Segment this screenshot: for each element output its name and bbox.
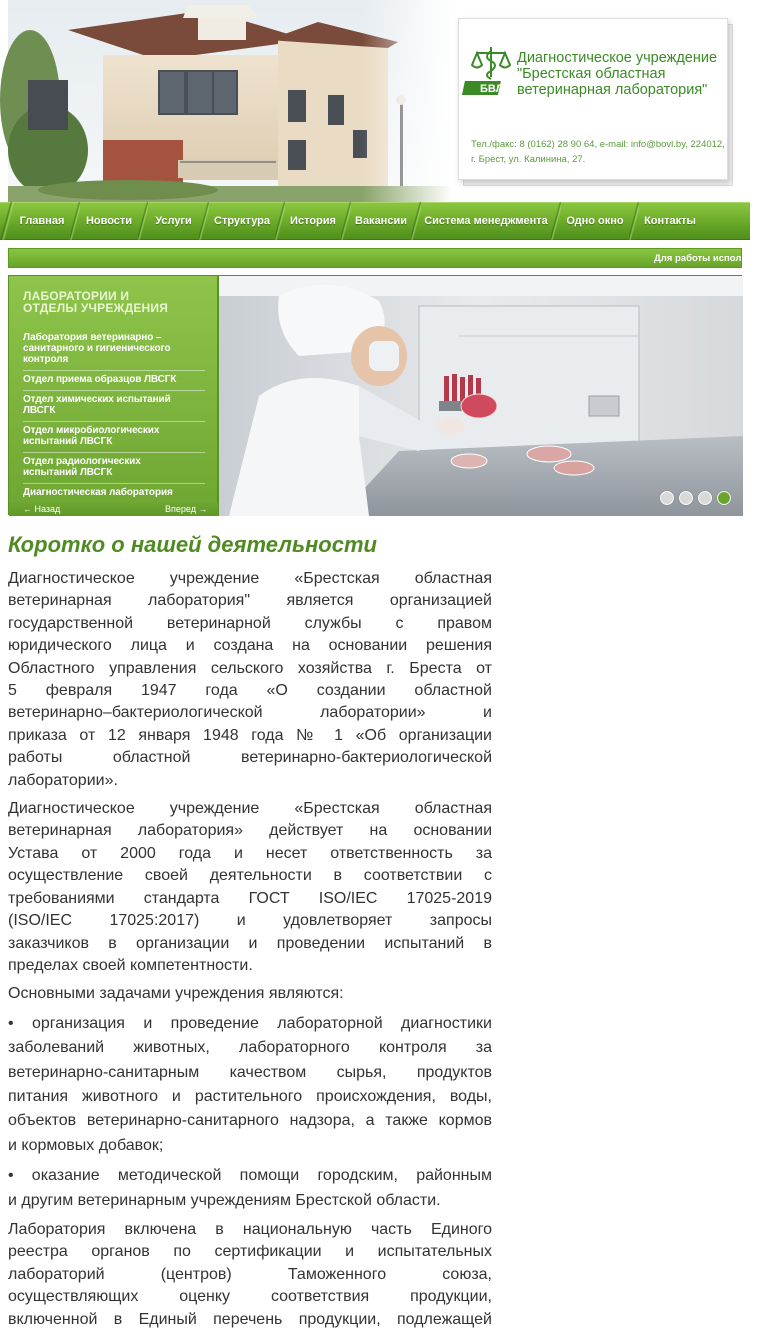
nav-item-history[interactable]: История (290, 215, 336, 227)
text-line: ветеринарно-санитарным качеством сырья, продуктов (8, 1063, 492, 1081)
text-line: требованиями стандарта ГОСТ ISO/IEC 17025-2019 (8, 889, 492, 907)
sidebar-item-lvsgk[interactable] (23, 329, 205, 371)
sidebar-item-microbiology[interactable] (23, 422, 205, 453)
text-line: Областного управления сельского хозяйства г. Бреста от (8, 659, 492, 677)
text-line: и кормовых добавок; (8, 1136, 164, 1154)
nav-item-vacancies[interactable]: Вакансии (355, 215, 407, 227)
sidebar-item-label: санитарного и гигиенического (23, 343, 171, 354)
text-line: Основными задачами учреждения являются: (8, 985, 344, 1003)
text-line: Диагностическое учреждение «Брестская областная (8, 570, 492, 587)
text-line: реестра органов по сертификации и испытательных (8, 1243, 492, 1261)
bovl-logo-icon[interactable] (471, 43, 511, 99)
nav-separator (411, 202, 421, 240)
article-bullet (8, 1164, 492, 1213)
lab-photo (219, 276, 743, 516)
article-paragraph (8, 983, 492, 1005)
nav-separator (275, 202, 285, 240)
sidebar-item-label: испытаний ЛВСГК (23, 436, 113, 447)
sidebar-next-button[interactable]: Вперед → (165, 504, 208, 514)
org-name-line: ветеринарная лаборатория" (517, 82, 708, 98)
text-line: государственной ветеринарной службы с правом (8, 614, 492, 632)
article-title: Коротко о нашей деятельности (8, 532, 377, 557)
text-line: осуществление своей деятельности в соответствии с (8, 867, 492, 885)
slider-pagination (660, 491, 731, 505)
text-line: ветеринарная лаборатория» действует на основании (8, 822, 492, 840)
article-bullet (8, 1012, 492, 1158)
nav-item-contacts[interactable]: Контакты (644, 215, 696, 227)
photo-fade (362, 0, 452, 202)
sidebar-item-label: контроля (23, 354, 69, 365)
image-slider[interactable] (218, 275, 742, 515)
text-line: осуществляющих оценку соответствия продукции, (8, 1288, 492, 1306)
nav-separator (0, 202, 14, 240)
sidebar-item-label: Диагностическая лаборатория (23, 487, 173, 498)
organization-name (517, 50, 727, 98)
org-name-line: Диагностическое учреждение (517, 50, 718, 66)
sidebar-item-sample-reception[interactable] (23, 371, 205, 391)
contact-info (471, 137, 731, 167)
contact-phone-email: Тел./факс: 8 (0162) 28 90 64, e-mail: info@bovl.by, 224012, (471, 139, 725, 150)
sidebar-item-radiology[interactable] (23, 453, 205, 484)
slider-dot-3[interactable] (698, 491, 712, 505)
text-line: приказа от 12 января 1948 года № 1 «Об организации (8, 726, 492, 744)
sidebar-item-label: Лаборатория ветеринарно – (23, 332, 162, 343)
article-paragraph (8, 1219, 492, 1331)
text-line: включенной в Единый перечень продукции, подлежащей (8, 1310, 492, 1328)
text-line: лаборатории». (8, 771, 118, 789)
about-article (8, 530, 492, 1337)
sidebar-item-diagnostic-lab[interactable] (23, 484, 205, 504)
text-line: (ISO/IEC 17025:2017) и удовлетворяет запросы (8, 912, 492, 930)
sidebar-list (23, 329, 205, 504)
nav-item-management-system[interactable]: Система менеджмента (424, 215, 548, 227)
nav-separator (341, 202, 351, 240)
text-line: • организация и проведение лабораторной диагностики (8, 1014, 492, 1032)
text-line: ветеринарно–бактериологической лаборатории» и (8, 704, 492, 722)
article-paragraph (8, 568, 492, 792)
text-line: Лаборатория включена в национальную часть Единого (8, 1220, 492, 1238)
text-line: пределах своей компетентности. (8, 956, 253, 974)
nav-separator (138, 202, 148, 240)
contact-address: г. Брест, ул. Калинина, 27. (471, 154, 586, 165)
nav-separator (551, 202, 561, 240)
sidebar-item-label: Отдел радиологических (23, 456, 141, 467)
sidebar-controls (9, 503, 219, 516)
main-navigation (0, 202, 750, 240)
sidebar-prev-button[interactable]: ← Назад (23, 504, 61, 514)
text-line: заказчиков в организации и проведении испытаний в (8, 934, 492, 952)
sidebar-item-label: ЛВСГК (23, 405, 56, 416)
nav-separator (629, 202, 639, 240)
ticker-text[interactable]: Для работы использу (654, 253, 757, 264)
text-line: Устава от 2000 года и несет ответственность за (8, 844, 492, 862)
sidebar-title-line: ОТДЕЛЫ УЧРЕЖДЕНИЯ (23, 301, 169, 315)
nav-separator (70, 202, 80, 240)
nav-item-news[interactable]: Новости (85, 215, 133, 227)
sidebar-item-label: Отдел микробиологических (23, 425, 160, 436)
sidebar-item-label: испытаний ЛВСГК (23, 467, 113, 478)
slider-dot-1[interactable] (660, 491, 674, 505)
text-line: лабораторий (центров) Таможенного союза, (8, 1265, 492, 1283)
nav-item-services[interactable]: Услуги (155, 215, 192, 227)
text-line: 5 февраля 1947 года «О создании областной (8, 682, 492, 700)
text-line: заболеваний животных, лабораторного контроля за (8, 1039, 492, 1057)
text-line: и другим ветеринарным учреждениям Брестской области. (8, 1191, 441, 1209)
svg-text:БВЛ: БВЛ (480, 83, 504, 95)
nav-item-structure[interactable]: Структура (214, 215, 270, 227)
sidebar-title (23, 290, 213, 314)
sidebar-item-label: Отдел химических испытаний (23, 394, 171, 405)
nav-separator (199, 202, 209, 240)
text-line: питания животного и растительного происхождения, воды, (8, 1087, 492, 1105)
sidebar-item-chemical-tests[interactable] (23, 391, 205, 422)
article-paragraph (8, 798, 492, 977)
text-line: ветеринарная лаборатория" является организацией (8, 592, 492, 610)
nav-item-one-window[interactable]: Одно окно (566, 215, 624, 227)
sidebar-item-label: Отдел приема образцов ЛВСГК (23, 374, 177, 385)
text-line: объектов ветеринарно-санитарного надзора, а также кормов (8, 1112, 492, 1130)
header-info-card (458, 18, 728, 180)
site-header (0, 0, 750, 202)
text-line: • оказание методической помощи городским, районным (8, 1167, 492, 1185)
text-line: Диагностическое учреждение «Брестская областная (8, 800, 492, 818)
sidebar-scroll-area (9, 276, 219, 504)
departments-sidebar (8, 275, 218, 515)
sidebar-title-line: ЛАБОРАТОРИИ И (23, 289, 130, 303)
text-line: работы областной ветеринарно-бактериологической (8, 749, 492, 767)
news-ticker (8, 248, 757, 268)
slider-dot-2[interactable] (679, 491, 693, 505)
org-name-line: "Брестская областная (517, 66, 666, 82)
slider-dot-4[interactable] (717, 491, 731, 505)
building-photo (8, 0, 452, 202)
nav-item-home[interactable]: Главная (19, 215, 65, 227)
text-line: юридического лица и создана на основании решения (8, 637, 492, 655)
